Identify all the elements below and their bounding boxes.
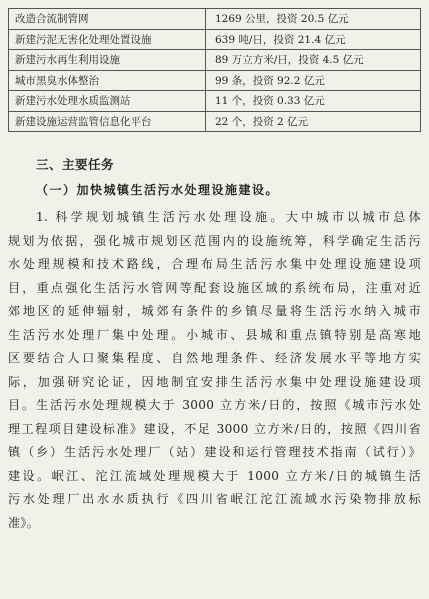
table-cell-item: 新建污泥无害化处理处置设施 [9,29,206,50]
text-line-content: 郊地区的延伸辐射，城郊有条件的乡镇尽量将生活污水纳入城市 [8,304,421,318]
text-line [8,300,421,324]
text-line [8,347,421,371]
text-line-content: 准》。 [8,515,40,530]
table-row [9,9,421,30]
text-line-content: 镇（乡）生活污水处理厂（站）建设和运行管理技术指南（试行）》 [8,445,421,459]
text-line-content: 际，加强研究论证，因地制宜安排生活污水集中处理设施建设项 [8,374,421,389]
table-cell-value: 89 万立方米/日，投资 4.5 亿元 [206,50,421,71]
table-cell-item: 改造合流制管网 [9,9,206,30]
text-line-content: 理工程项目建设标准》建设，不足 3000 立方米/日的，按照《四川省 [8,421,421,436]
text-line [8,418,421,442]
table-row [9,91,421,112]
table-cell-value: 639 吨/日，投资 21.4 亿元 [206,29,421,50]
text-line [8,230,421,254]
section-heading: 三、主要任务 [36,157,115,172]
text-line-content: 污水处理厂出水水质执行《四川省岷江沱江流域水污染物排放标 [8,492,421,506]
text-line-content: 建设。岷江、沱江流域处理规模大于 1000 立方米/日的城镇生活 [8,468,421,483]
text-line-content: 规划为依据，强化城市规划区范围内的设施统筹，科学确定生活污 [8,233,421,248]
text-line [8,488,421,512]
text-line-content: 水处理规模和技术路线，合理布局生活污水集中处理设施建设项 [8,257,421,271]
text-line [8,277,421,301]
table-cell-value: 11 个，投资 0.33 亿元 [206,91,421,112]
table-cell-value: 1269 公里，投资 20.5 亿元 [206,9,421,30]
subsection-heading: （一）加快城镇生活污水处理设施建设。 [36,183,280,197]
text-line [8,465,421,489]
table-row [9,70,421,91]
text-line [8,206,421,230]
investment-table [8,8,421,132]
text-line-content: 目。生活污水处理规模大于 3000 立方米/日的，按照《城市污水处 [8,398,421,412]
text-line [8,324,421,348]
table-cell-item: 新建污水处理水质监测站 [9,91,206,112]
body-paragraph [8,206,421,535]
table-cell-value: 22 个，投资 2 亿元 [206,111,421,132]
text-line [8,253,421,277]
table-row [9,111,421,132]
text-line [8,512,421,536]
text-line-content: 1. 科学规划城镇生活污水处理设施。大中城市以城市总体 [36,210,421,224]
text-line [8,371,421,395]
text-line [8,394,421,418]
table-cell-value: 99 条，投资 92.2 亿元 [206,70,421,91]
table-row [9,50,421,71]
text-line-content: 目，重点强化生活污水管网等配套设施区域的系统布局，注重对近 [8,280,421,295]
table-cell-item: 城市黑臭水体整治 [9,70,206,91]
text-line [8,441,421,465]
text-line-content: 区要结合人口聚集程度、自然地理条件、经济发展水平等地方实 [8,351,421,365]
table-row [9,29,421,50]
table-cell-item: 新建污水再生利用设施 [9,50,206,71]
text-line-content: 生活污水处理厂集中处理。小城市、县城和重点镇特别是高寒地 [8,327,421,342]
table-cell-item: 新建设施运营监管信息化平台 [9,111,206,132]
